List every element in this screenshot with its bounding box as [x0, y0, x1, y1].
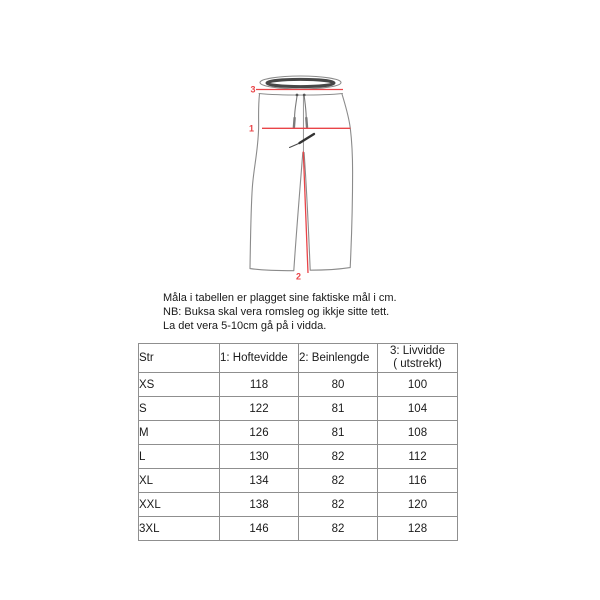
pants-diagram [240, 60, 370, 286]
drawstring [294, 94, 307, 128]
header-hip: 1: Hoftevidde [220, 344, 299, 373]
note-line-2: NB: Buksa skal vera romsleg og ikkje sitte tett. [163, 306, 390, 318]
waist-value: 112 [378, 445, 458, 469]
size-cell: 3XL [139, 517, 220, 541]
size-cell: XXL [139, 493, 220, 517]
hip-value: 122 [220, 397, 299, 421]
marker-label-2: 2 [296, 271, 302, 282]
header-size: Str [139, 344, 220, 373]
header-waist [378, 344, 458, 373]
pants-outline [250, 94, 353, 271]
table-row [139, 517, 458, 541]
header-waist-line2: ( utstrekt) [393, 358, 442, 370]
leg-value: 81 [299, 421, 378, 445]
hip-value: 126 [220, 421, 299, 445]
note-line-1: Måla i tabellen er plagget sine faktiske mål i cm. [163, 292, 397, 304]
hip-value: 118 [220, 373, 299, 397]
waist-value: 116 [378, 469, 458, 493]
slash-mark [290, 134, 315, 148]
header-waist-line1: 3: Livvidde [390, 345, 445, 357]
marker-labels [249, 85, 301, 282]
hip-value: 138 [220, 493, 299, 517]
leg-value: 81 [299, 397, 378, 421]
hip-value: 130 [220, 445, 299, 469]
grommet-left [296, 94, 299, 97]
leg-value: 82 [299, 517, 378, 541]
table-row [139, 493, 458, 517]
aglet-right [306, 118, 307, 127]
marker-label-3: 3 [250, 84, 256, 95]
aglet-left [294, 118, 295, 128]
table-row [139, 373, 458, 397]
grommet-right [303, 94, 306, 97]
size-cell: M [139, 421, 220, 445]
leg-value: 82 [299, 469, 378, 493]
hip-value: 134 [220, 469, 299, 493]
size-cell: XS [139, 373, 220, 397]
size-chart-table [138, 343, 458, 541]
waist-value: 108 [378, 421, 458, 445]
waist-value: 104 [378, 397, 458, 421]
table-row [139, 397, 458, 421]
notes [163, 291, 397, 333]
leg-value: 82 [299, 445, 378, 469]
leg-value: 82 [299, 493, 378, 517]
size-cell: XL [139, 469, 220, 493]
waist-value: 120 [378, 493, 458, 517]
size-cell: S [139, 397, 220, 421]
waist-value: 128 [378, 517, 458, 541]
size-cell: L [139, 445, 220, 469]
note-line-3: La det vera 5-10cm gå på i vidda. [163, 320, 327, 332]
header-row [139, 344, 458, 373]
leg-value: 80 [299, 373, 378, 397]
table-row [139, 445, 458, 469]
waist-value: 100 [378, 373, 458, 397]
marker-label-1: 1 [249, 123, 255, 134]
table-row [139, 421, 458, 445]
header-leg: 2: Beinlengde [299, 344, 378, 373]
hip-value: 146 [220, 517, 299, 541]
table-row [139, 469, 458, 493]
